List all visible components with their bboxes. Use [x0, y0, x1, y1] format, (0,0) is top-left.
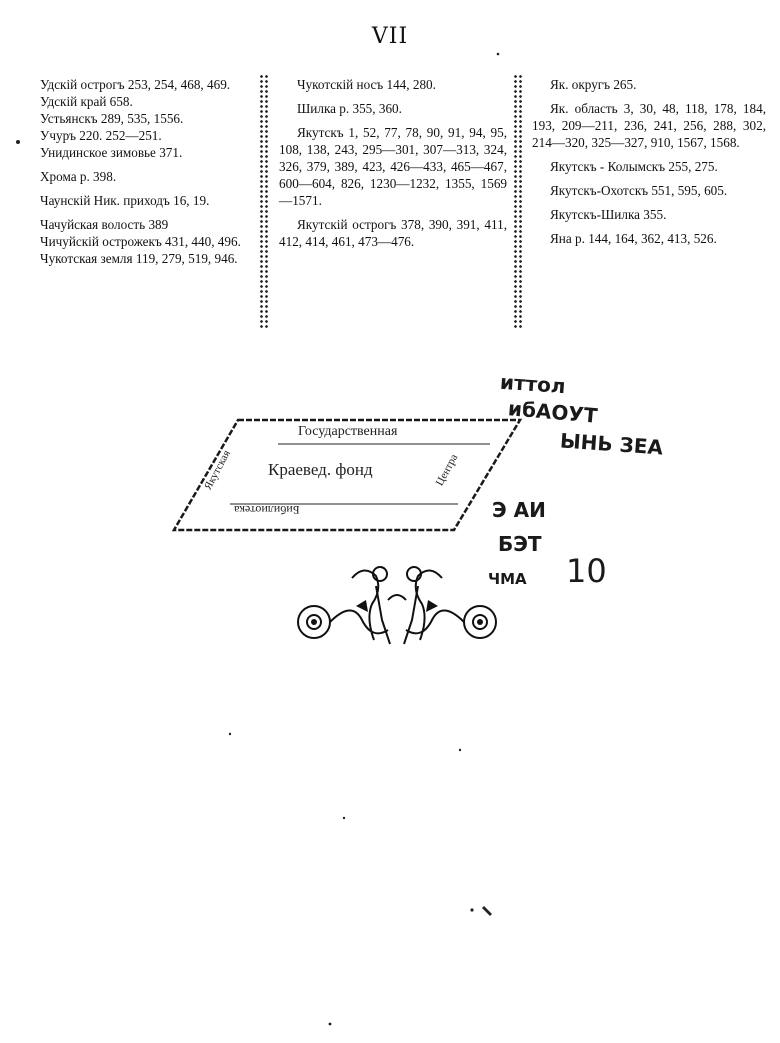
- handwritten-number: 10: [566, 552, 607, 590]
- index-entry: Чукотскій носъ 144, 280.: [297, 77, 436, 92]
- index-entry: Якутскъ-Шилка 355.: [550, 207, 667, 222]
- page-number: VII: [371, 24, 409, 49]
- stamp-text-right: Центра: [433, 452, 461, 488]
- index-entry: Якутскій острогъ 378, 390, 391, 411, 412, 414, 461, 473—476.: [279, 217, 507, 249]
- index-entry: Як. область 3, 30, 48, 118, 178, 184, 193, 209—211, 236, 241, 256, 288, 302, 214—320, 325—327, 910, 1567, 1568.: [532, 101, 766, 150]
- handwritten-note: иттол: [499, 369, 567, 399]
- index-entry: Як. округъ 265.: [550, 77, 637, 92]
- stamp-text-left: Якутская: [202, 448, 233, 492]
- stamp-text-middle: Краевед. фонд: [268, 460, 373, 479]
- index-entry: Чачуйская волость 389: [40, 217, 169, 232]
- index-entry: Якутскъ-Охотскъ 551, 595, 605.: [550, 183, 728, 198]
- index-entry: Якутскъ 1, 52, 77, 78, 90, 91, 94, 95, 108, 138, 243, 295—301, 307—313, 324, 326, 379, 389, 423, 426—433, 465—467, 600—604, 826, 1230—1232, 1355, 1569—1571.: [279, 125, 507, 208]
- handwritten-note: ибАОУТ: [507, 396, 599, 428]
- index-entry: Чукотская земля 119, 279, 519, 946.: [40, 251, 238, 266]
- index-entry: Удскій край 658.: [40, 94, 133, 109]
- index-entry: Шилка р. 355, 360.: [297, 101, 402, 116]
- handwritten-note: БЭТ: [498, 532, 542, 556]
- index-entry: Яна р. 144, 164, 362, 413, 526.: [550, 231, 717, 246]
- stamp-text-bottom: Бибилиотека: [234, 503, 300, 517]
- index-entry: Чаунскій Ник. приходъ 16, 19.: [40, 193, 210, 208]
- index-entry: Удскій острогъ 253, 254, 468, 469.: [40, 77, 231, 92]
- handwritten-note: ЫНЬ ЗЕА: [559, 428, 664, 460]
- index-entry: Унидинское зимовье 371.: [40, 145, 183, 160]
- index-entry: Хрома р. 398.: [40, 169, 117, 184]
- handwritten-note: ЧМА: [488, 570, 527, 588]
- index-entry: Учуръ 220. 252—251.: [40, 128, 162, 143]
- handwritten-note: Э АИ: [492, 498, 546, 522]
- index-entry: Устьянскъ 289, 535, 1556.: [40, 111, 184, 126]
- index-entry: Якутскъ - Колымскъ 255, 275.: [550, 159, 718, 174]
- index-entry: Чичуйскій острожекъ 431, 440, 496.: [40, 234, 241, 249]
- stamp-text-top: Государственная: [298, 424, 398, 439]
